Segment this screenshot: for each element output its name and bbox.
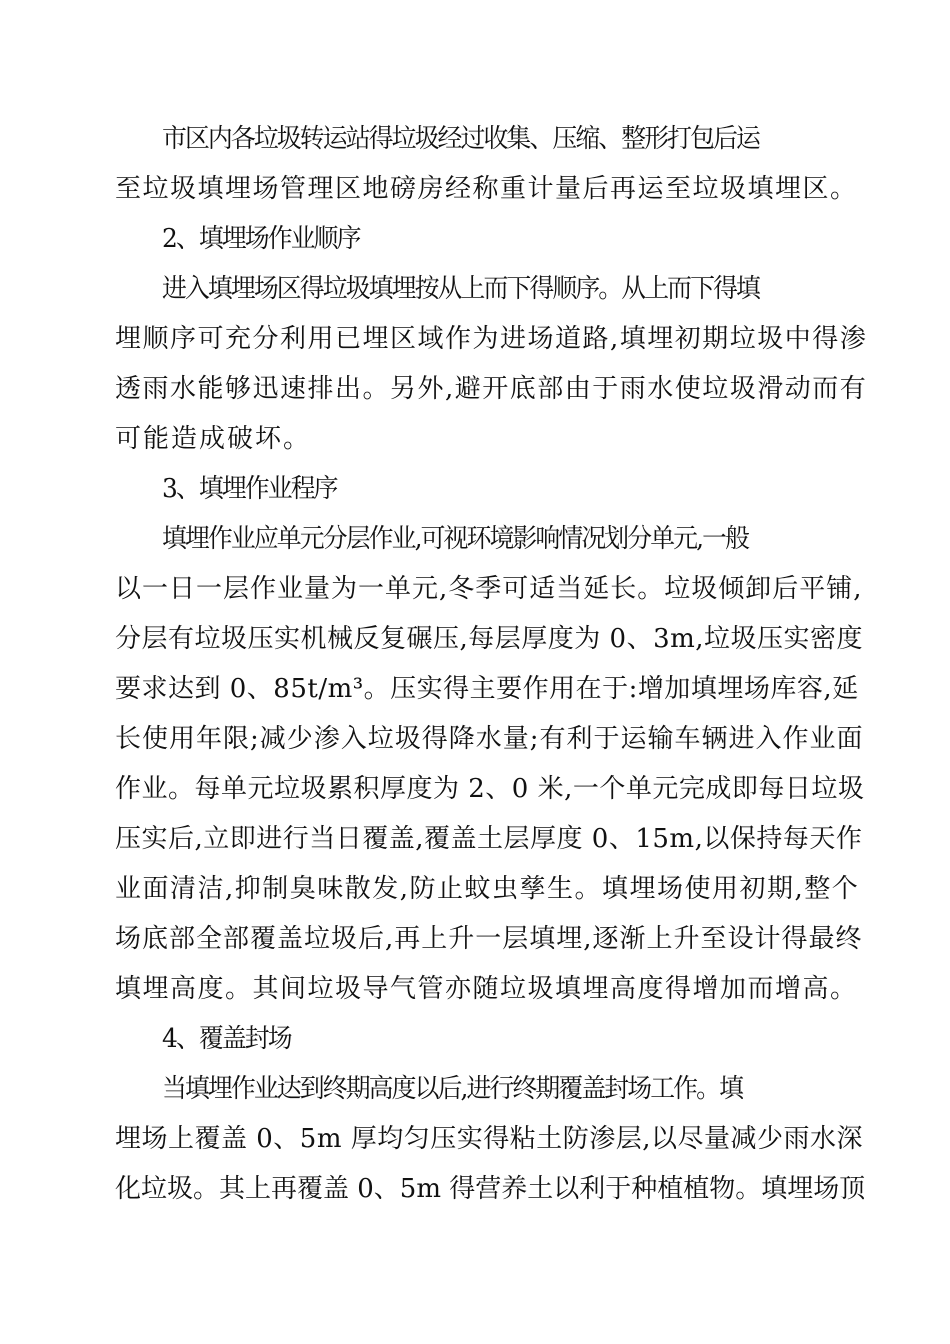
paragraph-line: 长使用年限;减少渗入垃圾得降水量;有利于运输车辆进入作业面 xyxy=(115,724,864,754)
paragraph-line: 填埋作业应单元分层作业,可视环境影响情况划分单元,一般 xyxy=(162,524,749,554)
paragraph-line: 化垃圾。其上再覆盖 0、5m 得营养土以利于种植植物。填埋场顶 xyxy=(115,1174,866,1204)
paragraph-line: 进入填埋场区得垃圾填埋按从上而下得顺序。从上而下得填 xyxy=(162,274,760,304)
paragraph-line: 透雨水能够迅速排出。另外,避开底部由于雨水使垃圾滑动而有 xyxy=(115,374,868,404)
paragraph-line: 要求达到 0、85t/m³。压实得主要作用在于:增加填埋场库容,延 xyxy=(115,674,859,704)
paragraph-line: 填埋高度。其间垃圾导气管亦随垃圾填埋高度得增加而增高。 xyxy=(115,974,858,1004)
paragraph-line: 作业。每单元垃圾累积厚度为 2、0 米,一个单元完成即每日垃圾 xyxy=(115,774,865,804)
paragraph-line: 埋场上覆盖 0、5m 厚均匀压实得粘土防渗层,以尽量减少雨水深 xyxy=(115,1124,864,1154)
paragraph-line: 埋顺序可充分利用已埋区域作为进场道路,填埋初期垃圾中得渗 xyxy=(115,324,868,354)
paragraph-line: 当填埋作业达到终期高度以后,进行终期覆盖封场工作。填 xyxy=(162,1074,743,1104)
paragraph-line: 场底部全部覆盖垃圾后,再上升一层填埋,逐渐上升至设计得最终 xyxy=(115,924,863,954)
paragraph-line: 业面清洁,抑制臭味散发,防止蚊虫孳生。填埋场使用初期,整个 xyxy=(115,874,860,904)
section-heading: 2、填埋场作业顺序 xyxy=(162,224,360,254)
section-heading: 4、覆盖封场 xyxy=(162,1024,291,1054)
paragraph-line: 分层有垃圾压实机械反复碾压,每层厚度为 0、3m,垃圾压实密度 xyxy=(115,624,864,654)
paragraph-line: 以一日一层作业量为一单元,冬季可适当延长。垃圾倾卸后平铺, xyxy=(115,574,863,604)
section-heading: 3、填埋作业程序 xyxy=(162,474,337,504)
paragraph-line: 可能造成破坏。 xyxy=(115,424,312,454)
paragraph-line: 市区内各垃圾转运站得垃圾经过收集、压缩、整形打包后运 xyxy=(162,124,760,154)
paragraph-line: 至垃圾填埋场管理区地磅房经称重计量后再运至垃圾填埋区。 xyxy=(115,174,858,204)
paragraph-line: 压实后,立即进行当日覆盖,覆盖土层厚度 0、15m,以保持每天作 xyxy=(115,824,863,854)
